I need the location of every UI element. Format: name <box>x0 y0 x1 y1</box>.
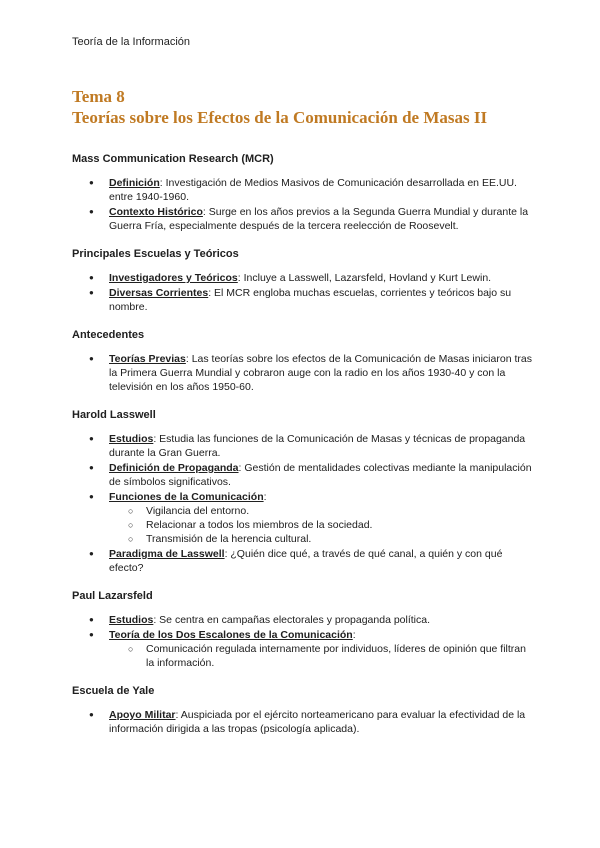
term: Funciones de la Comunicación <box>109 491 264 503</box>
list-item <box>72 432 532 460</box>
item-text: : <box>263 491 267 503</box>
section-heading: Paul Lazarsfeld <box>72 590 153 602</box>
list-item <box>72 286 532 314</box>
section-heading: Escuela de Yale <box>72 685 155 697</box>
term: Investigadores y Teóricos <box>109 272 238 284</box>
section-mcr <box>72 152 532 233</box>
list-item <box>72 613 532 627</box>
term: Teoría de los Dos Escalones de la Comunicación <box>109 629 353 641</box>
sub-list-item: ○ Comunicación regulada internamente por individuos, líderes de opinión que filtran la información. <box>109 642 532 670</box>
sub-list <box>109 642 532 670</box>
section-heading: Harold Lasswell <box>72 409 156 421</box>
item-text: : Incluye a Lasswell, Lazarsfeld, Hovland y Kurt Lewin. <box>237 272 492 284</box>
section-lasswell <box>72 408 532 575</box>
list-item <box>72 205 532 233</box>
document-title <box>72 86 542 128</box>
term: Diversas Corrientes <box>109 287 209 299</box>
list-item <box>72 490 532 546</box>
sub-list-item: ○ Transmisión de la herencia cultural. <box>109 532 532 546</box>
running-header: Teoría de la Información <box>72 36 191 48</box>
sub-list-item: ○ Relacionar a todos los miembros de la sociedad. <box>109 518 532 532</box>
item-text: : Estudia las funciones de la Comunicación de Masas y técnicas de propaganda durante la Gran Guerra. <box>109 433 526 459</box>
section-lazarsfeld <box>72 589 532 670</box>
section-yale <box>72 684 532 736</box>
list-item <box>72 271 532 285</box>
term: Paradigma de Lasswell <box>109 548 225 560</box>
item-text: : ¿Quién dice qué, a través de qué canal, a quién y con qué efecto? <box>109 548 503 574</box>
term: Definición <box>109 177 160 189</box>
item-text: : Se centra en campañas electorales y propaganda política. <box>153 614 431 626</box>
item-text: : El MCR engloba muchas escuelas, corrientes y teóricos bajo su nombre. <box>109 287 512 313</box>
list-item <box>72 352 532 394</box>
document-body <box>72 152 532 750</box>
list-item <box>72 628 532 670</box>
item-text: : Surge en los años previos a la Segunda Guerra Mundial y durante la Guerra Fría, especialmente después de la tercera reelección de Roosevelt. <box>109 206 529 232</box>
section-antecedentes <box>72 328 532 394</box>
item-text: : Las teorías sobre los efectos de la Comunicación de Masas iniciaron tras la Primera Guerra Mundial y cobraron auge con la radio en los años 1930-40 y con la televisión en los años 1950-60. <box>109 353 532 393</box>
term: Teorías Previas <box>109 353 186 365</box>
bullet-list <box>72 176 532 233</box>
term: Estudios <box>109 433 154 445</box>
sub-list <box>109 504 532 546</box>
term: Contexto Histórico <box>109 206 203 218</box>
item-text: : Investigación de Medios Masivos de Comunicación desarrollada en EE.UU. entre 1940-1960. <box>109 177 517 203</box>
bullet-list <box>72 352 532 394</box>
list-item <box>72 547 532 575</box>
item-text: : Auspiciada por el ejército norteamericano para evaluar la efectividad de la información dirigida a las tropas (psicología aplicada). <box>109 709 526 735</box>
section-heading: Mass Communication Research (MCR) <box>72 153 274 165</box>
bullet-list <box>72 271 532 314</box>
bullet-list <box>72 432 532 575</box>
item-text: : Gestión de mentalidades colectivas mediante la manipulación de símbolos significativos. <box>109 462 532 488</box>
list-item <box>72 708 532 736</box>
title-topic-number: Tema 8 <box>72 87 125 106</box>
section-schools <box>72 247 532 314</box>
term: Estudios <box>109 614 154 626</box>
section-heading: Antecedentes <box>72 329 145 341</box>
bullet-list <box>72 708 532 736</box>
section-heading: Principales Escuelas y Teóricos <box>72 248 239 260</box>
sub-list-item: ○ Vigilancia del entorno. <box>109 504 532 518</box>
bullet-list <box>72 613 532 670</box>
list-item <box>72 461 532 489</box>
item-text: : <box>352 629 356 641</box>
list-item <box>72 176 532 204</box>
term: Apoyo Militar <box>109 709 176 721</box>
term: Definición de Propaganda <box>109 462 239 474</box>
title-topic-name: Teorías sobre los Efectos de la Comunicación de Masas II <box>72 108 488 127</box>
